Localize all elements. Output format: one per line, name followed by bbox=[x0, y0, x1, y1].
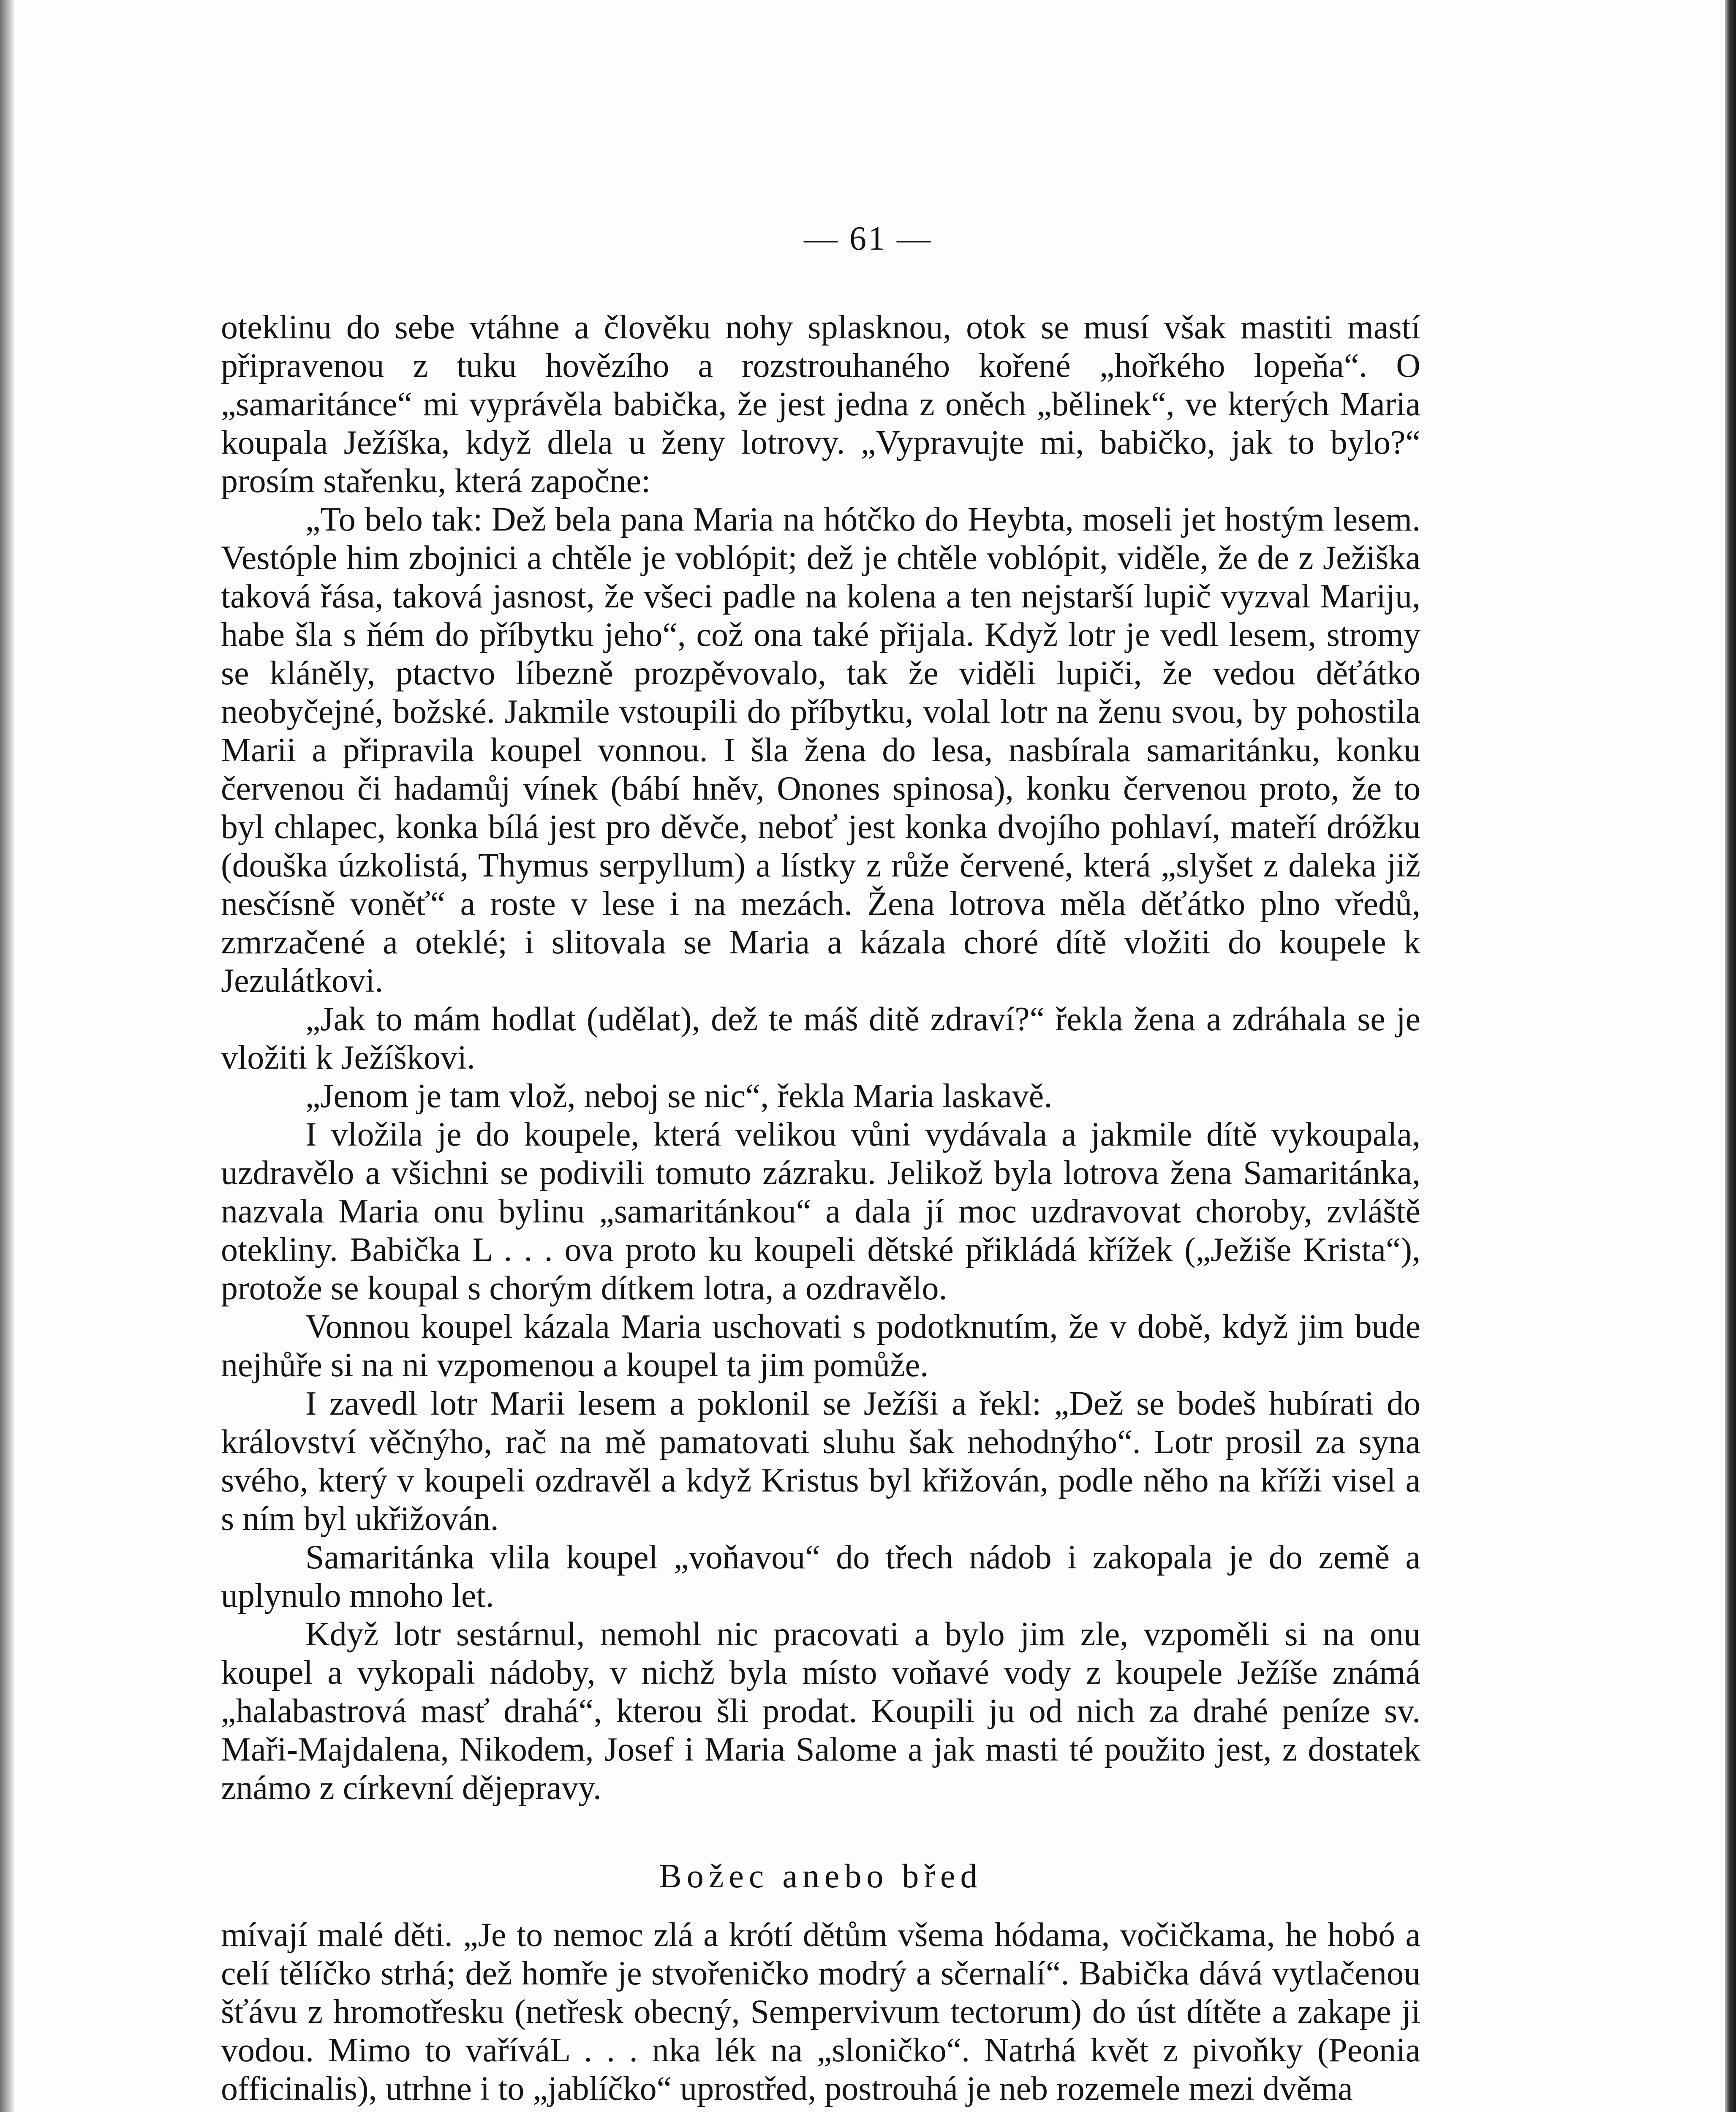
page-left-edge-shadow bbox=[0, 0, 14, 2112]
paragraph: I zavedl lotr Marii lesem a poklonil se Ježíši a řekl: „Dež se bodeš hubírati do království věčnýho, rač na mě pamatovati sluhu šak nehodnýho“. Lotr prosil za syna svého, který v koupeli ozdravěl a když Kristus byl křižován, podle něho na kříži visel a s ním byl ukřižován. bbox=[221, 1385, 1420, 1538]
paragraph: Když lotr sestárnul, nemohl nic pracovati a bylo jim zle, vzpoměli si na onu koupel a vykopali nádoby, v nichž byla místo voňavé vody z koupele Ježíše známá „halabastrová masť drahá“, kterou šli prodat. Koupili ju od nich za drahé peníze sv. Maři-Majdalena, Nikodem, Josef i Maria Salome a jak masti té použito jest, z dostatek známo z církevní dějepravy. bbox=[221, 1616, 1420, 1807]
page-number: — 61 — bbox=[804, 220, 932, 257]
paragraph: Samaritánka vlila koupel „voňavou“ do třech nádob i zakopala je do země a uplynulo mnoho let. bbox=[221, 1539, 1420, 1614]
paragraph: „To belo tak: Dež bela pana Maria na hótčko do Heybta, moseli jet hostým lesem. Vestóple him zbojnici a chtěle je voblópit; dež je chtěle voblópit, viděle, že de z Ježiška taková řása, taková jasnost, že všeci padle na kolena a ten nejstarší lupič vyzval Mariju, habe šla s ňém do příbytku jeho“, což ona také přijala. Když lotr je vedl lesem, stromy se kláněly, ptactvo líbezně prozpěvovalo, tak že viděli lupiči, že vedou děťátko neobyčejné, božské. Jakmile vstoupili do příbytku, volal lotr na ženu svou, by pohostila Marii a připravila koupel vonnou. I šla žena do lesa, nasbírala samaritánku, konku červenou či hadamůj vínek (bábí hněv, Onones spinosa), konku červenou proto, že to byl chlapec, konka bílá jest pro děvče, neboť jest konka dvojího pohlaví, mateří dróžku (douška úzkolistá, Thymus serpyllum) a lístky z růže červené, která „slyšet z daleka již nesčísně voněť“ a roste v lese i na mezách. Žena lotrova měla děťátko plno vředů, zmrzačené a oteklé; i slitovala se Maria a kázala choré dítě vložiti do koupele k Jezulátkovi. bbox=[221, 501, 1420, 999]
paragraph: oteklinu do sebe vtáhne a člověku nohy splasknou, otok se musí však mastiti mastí připravenou z tuku hovězího a rozstrouhaného kořené „hořkého lopeňa“. O „samaritánce“ mi vyprávěla babička, že jest jedna z oněch „bělinek“, ve kterých Maria koupala Ježíška, když dlela u ženy lotrovy. „Vypravujte mi, babičko, jak to bylo?“ prosím stařenku, která započne: bbox=[221, 309, 1420, 500]
paragraph: „Jak to mám hodlat (udělat), dež te máš ditě zdraví?“ řekla žena a zdráhala se je vložiti k Ježíškovi. bbox=[221, 1001, 1420, 1076]
paragraph: „Jenom je tam vlož, neboj se nic“, řekla Maria laskavě. bbox=[305, 1078, 1053, 1115]
paragraph: mívají malé děti. „Je to nemoc zlá a krótí dětům všema hódama, vočičkama, he hobó a celí tělíčko strhá; dež homře je stvořeničko modrý a sčernalí“. Babička dává vytlačenou šťávu z hromotřesku (netřesk obecný, Sempervivum tectorum) do úst dítěte a zakape ji vodou. Mimo to vaříváL . . . nka lék na „sloničko“. Natrhá květ z pivoňky (Peonia officinalis), utrhne i to „jablíčko“ uprostřed, postrouhá je neb rozemele mezi dvěma bbox=[221, 1916, 1420, 2107]
paragraph: I vložila je do koupele, která velikou vůni vydávala a jakmile dítě vykoupala, uzdravělo a všichni se podivili tomuto zázraku. Jelikož byla lotrova žena Samaritánka, nazvala Maria onu bylinu „samaritánkou“ a dala jí moc uzdravovat choroby, zvláště otekliny. Babička L . . . ova proto ku koupeli dětské přikládá křížek („Ježiše Krista“), protože se koupal s chorým dítkem lotra, a ozdravělo. bbox=[221, 1116, 1420, 1307]
section-heading: Božec anebo břed bbox=[659, 1858, 982, 1895]
page-right-edge-shadow bbox=[1725, 0, 1736, 2112]
paragraph: Vonnou koupel kázala Maria uschovati s podotknutím, že v době, když jim bude nejhůře si na ni vzpomenou a koupel ta jim pomůže. bbox=[221, 1308, 1420, 1384]
body-text bbox=[221, 308, 1420, 2108]
